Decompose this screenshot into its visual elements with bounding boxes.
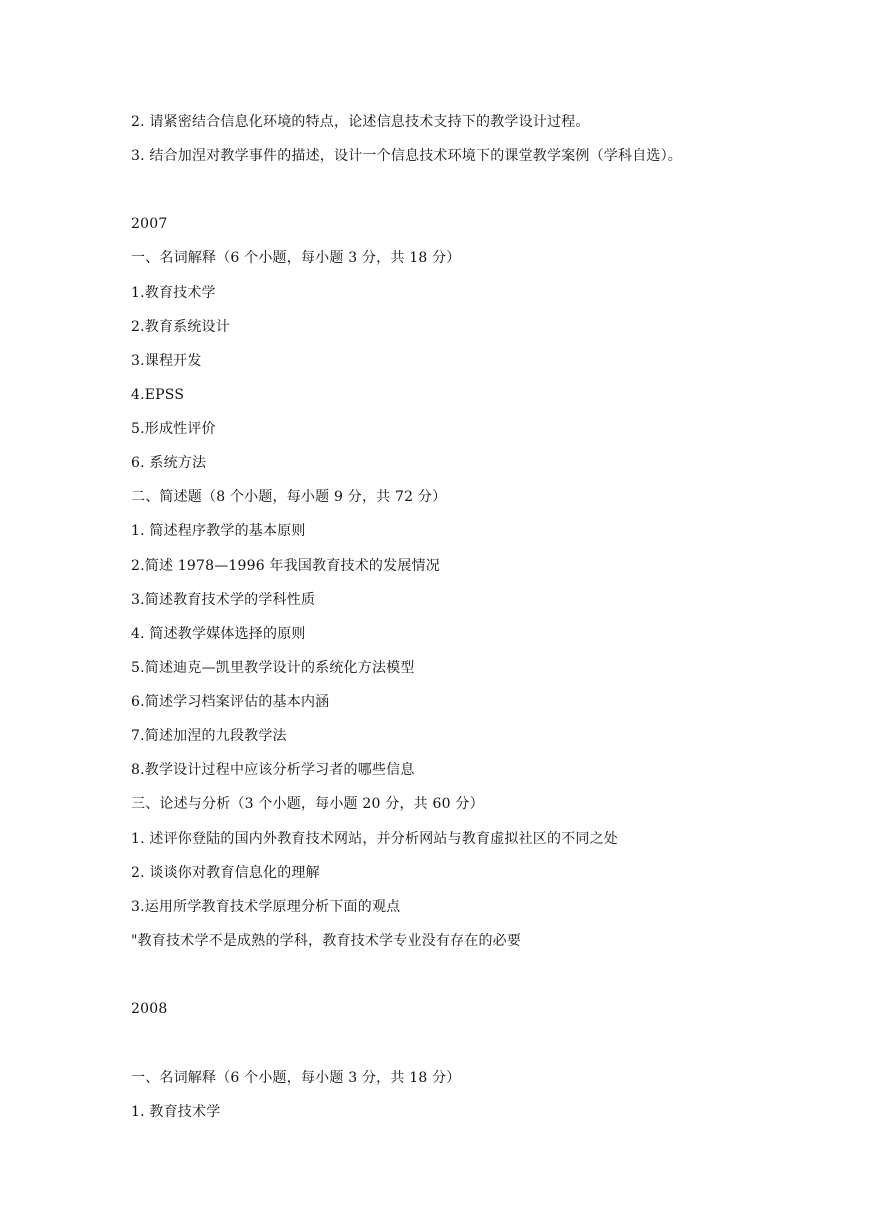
question-2-line: 2. 请紧密结合信息化环境的特点，论述信息技术支持下的教学设计过程。: [131, 114, 590, 130]
list-item: 3.运用所学教育技术学原理分析下面的观点: [131, 899, 401, 915]
list-item: 1. 简述程序教学的基本原则: [131, 523, 306, 539]
question-3-line: 3. 结合加涅对教学事件的描述，设计一个信息技术环境下的课堂教学案例（学科自选）。: [131, 148, 683, 164]
list-item: 2.简述 1978—1996 年我国教育技术的发展情况: [131, 558, 440, 574]
year-heading-2007: 2007: [131, 216, 168, 232]
list-item: 4. 简述教学媒体选择的原则: [131, 626, 306, 642]
list-item: 6. 系统方法: [131, 455, 207, 471]
list-item: 6.简述学习档案评估的基本内涵: [131, 694, 330, 710]
list-item: 3.简述教育技术学的学科性质: [131, 592, 316, 608]
list-item: 1.教育技术学: [131, 285, 216, 301]
list-item: 2.教育系统设计: [131, 319, 230, 335]
list-item: 2. 谈谈你对教育信息化的理解: [131, 865, 320, 881]
list-item: 5.简述迪克—凯里教学设计的系统化方法模型: [131, 660, 415, 676]
list-item: 7.简述加涅的九段教学法: [131, 728, 287, 744]
quoted-statement: "教育技术学不是成熟的学科，教育技术学专业没有存在的必要: [131, 933, 522, 949]
list-item: 5.形成性评价: [131, 421, 216, 437]
year-heading-2008: 2008: [131, 1001, 168, 1017]
list-item: 8.教学设计过程中应该分析学习者的哪些信息: [131, 762, 415, 778]
list-item: 3.课程开发: [131, 353, 202, 369]
section-heading-terms: 一、名词解释（6 个小题，每小题 3 分，共 18 分）: [131, 250, 461, 266]
section-heading-terms: 一、名词解释（6 个小题，每小题 3 分，共 18 分）: [131, 1070, 461, 1086]
list-item: 4.EPSS: [131, 387, 185, 403]
section-heading-short-answer: 二、简述题（8 个小题，每小题 9 分，共 72 分）: [131, 489, 447, 505]
section-heading-essay: 三、论述与分析（3 个小题，每小题 20 分，共 60 分）: [131, 796, 484, 812]
list-item: 1. 述评你登陆的国内外教育技术网站，并分析网站与教育虚拟社区的不同之处: [131, 831, 619, 847]
list-item: 1. 教育技术学: [131, 1104, 221, 1120]
